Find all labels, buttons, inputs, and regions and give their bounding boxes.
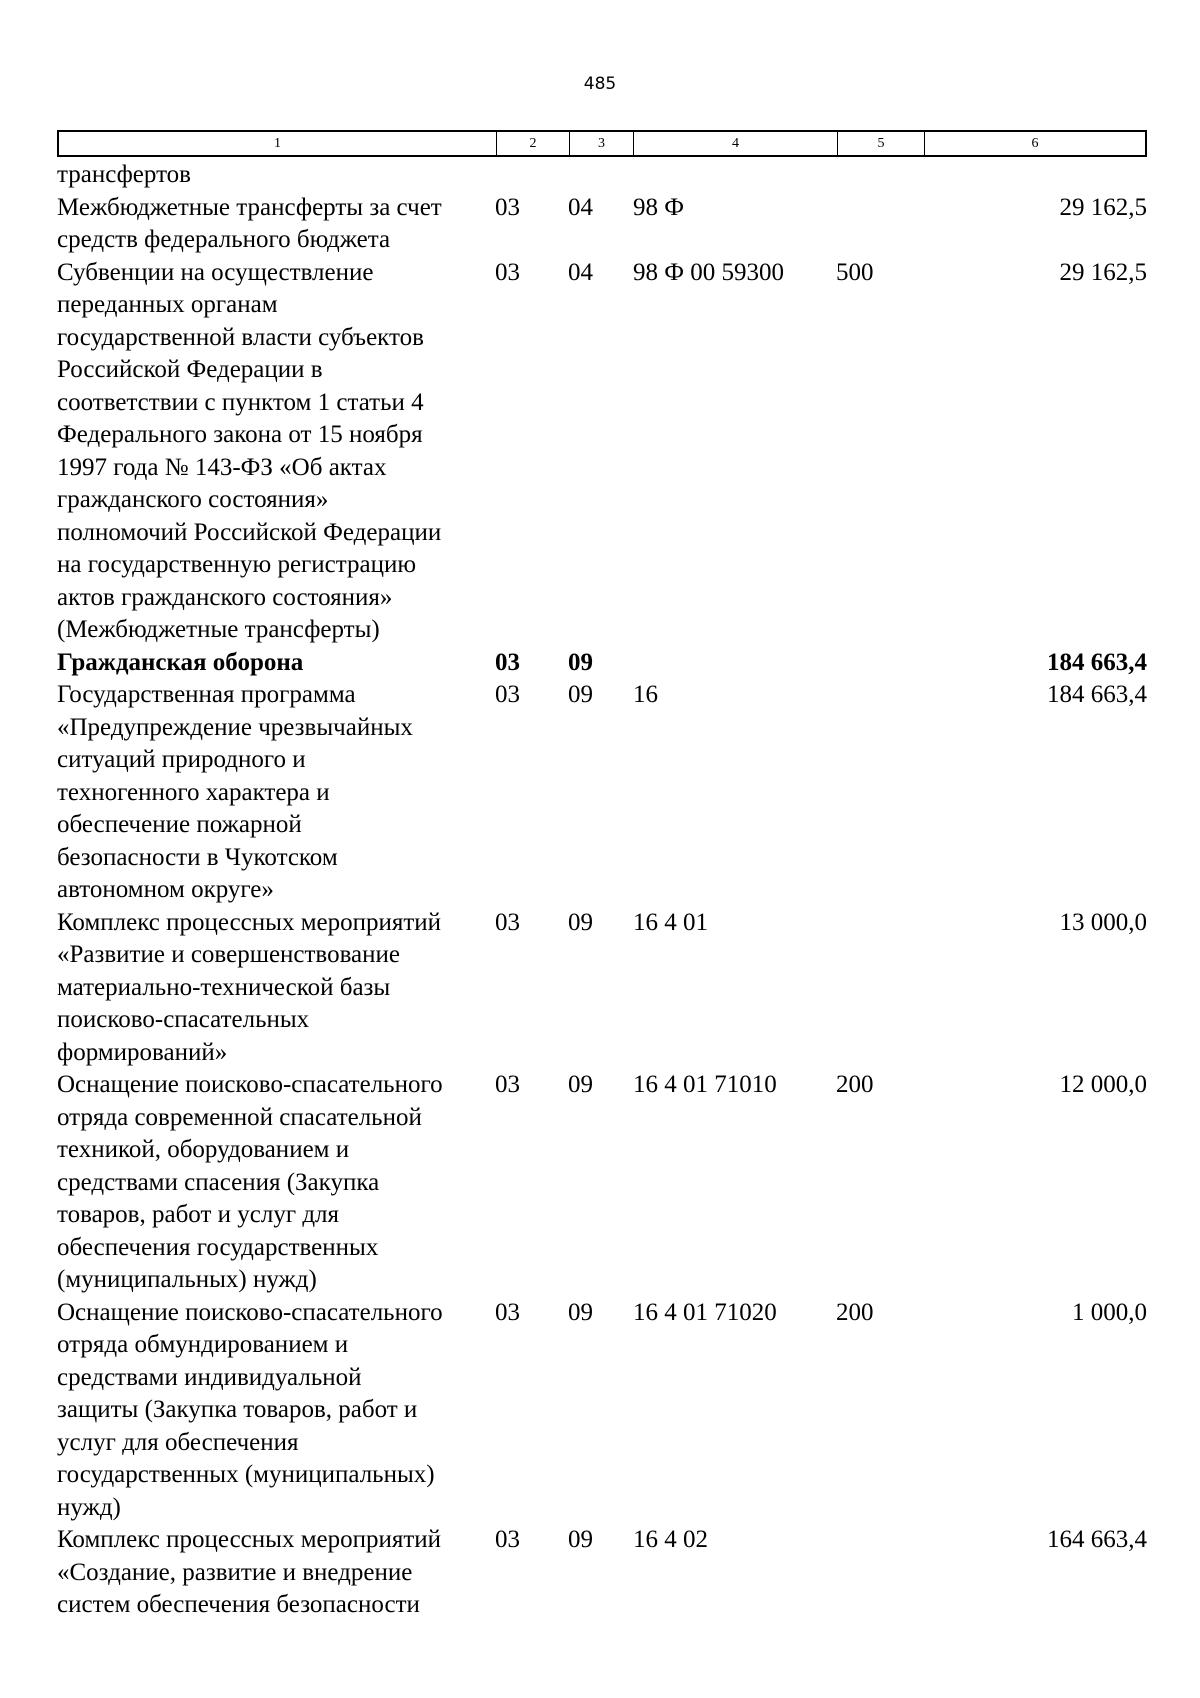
subsection-code: 09 <box>568 681 593 708</box>
target-article-code: 16 4 02 <box>633 1526 708 1553</box>
section-code: 03 <box>495 193 520 221</box>
amount: 29 162,5 <box>1059 258 1147 286</box>
amount: 1 000,0 <box>1072 1298 1147 1326</box>
column-header-5: 5 <box>838 132 925 155</box>
row-description <box>57 192 495 257</box>
row-description <box>57 1297 495 1525</box>
target-article-code: 16 4 01 71020 <box>633 1298 777 1326</box>
description-line: (муниципальных) нужд) <box>57 1266 317 1293</box>
description-line: безопасности в Чукотском <box>57 843 338 871</box>
description-line: Межбюджетные трансферты за счет <box>57 193 442 221</box>
description-line: государственной власти субъектов <box>57 323 424 351</box>
table-row <box>57 679 1147 907</box>
description-line: товаров, работ и услуг для <box>57 1201 340 1228</box>
description-line: защиты (Закупка товаров, работ и <box>57 1396 418 1423</box>
description-line: услуг для обеспечения <box>57 1428 299 1456</box>
column-header-2: 2 <box>497 132 570 155</box>
description-line: Гражданская оборона <box>57 648 304 676</box>
description-line: поисково-спасательных <box>57 1006 310 1033</box>
description-line: «Предупреждение чрезвычайных <box>57 713 413 741</box>
description-line: ситуаций природного и <box>57 746 306 773</box>
description-line: Комплекс процессных мероприятий <box>57 1526 442 1553</box>
description-line: соответствии с пунктом 1 статьи 4 <box>57 388 424 416</box>
expense-type-code: 500 <box>836 258 874 286</box>
description-line: Оснащение поисково-спасательного <box>57 1298 443 1326</box>
description-line: Комплекс процессных мероприятий <box>57 908 442 936</box>
description-line: Государственная программа <box>57 681 356 708</box>
row-description <box>57 1069 495 1297</box>
section-code: 03 <box>495 1526 520 1553</box>
description-line: формирований» <box>57 1038 228 1066</box>
description-line: актов гражданского состояния» <box>57 583 393 611</box>
expense-type-code: 200 <box>836 1071 874 1098</box>
subsection-code: 04 <box>568 193 593 221</box>
description-line: техногенного характера и <box>57 778 330 806</box>
amount: 12 000,0 <box>1059 1071 1147 1098</box>
budget-table-body <box>57 159 1147 1622</box>
description-line: обеспечения государственных <box>57 1233 379 1261</box>
expense-type-code: 200 <box>836 1298 874 1326</box>
row-description <box>57 1524 495 1622</box>
description-line: Российской Федерации в <box>57 356 323 383</box>
subsection-code: 04 <box>568 258 593 286</box>
description-line: нужд) <box>57 1493 121 1521</box>
description-line: «Развитие и совершенствование <box>57 941 400 968</box>
description-line: обеспечение пожарной <box>57 811 302 838</box>
section-code: 03 <box>495 258 520 286</box>
subsection-code: 09 <box>568 648 593 676</box>
column-header-3: 3 <box>570 132 634 155</box>
target-article-code: 16 4 01 <box>633 908 708 936</box>
table-row <box>57 647 1147 680</box>
subsection-code: 09 <box>568 1071 593 1098</box>
description-line: отряда современной спасательной <box>57 1103 422 1131</box>
description-line: «Создание, развитие и внедрение <box>57 1558 413 1586</box>
description-line: 1997 года № 143-ФЗ «Об актах <box>57 453 387 481</box>
table-row <box>57 257 1147 647</box>
target-article-code: 98 Ф 00 59300 <box>633 258 785 286</box>
section-code: 03 <box>495 1071 520 1098</box>
table-row <box>57 1297 1147 1525</box>
table-row <box>57 1069 1147 1297</box>
subsection-code: 09 <box>568 908 593 936</box>
table-row <box>57 159 1147 192</box>
subsection-code: 09 <box>568 1298 593 1326</box>
description-line: Субвенции на осуществление <box>57 258 374 286</box>
description-line: отряда обмундированием и <box>57 1331 349 1358</box>
description-line: государственных (муниципальных) <box>57 1461 435 1488</box>
row-description <box>57 679 495 907</box>
column-header-4: 4 <box>634 132 838 155</box>
amount: 184 663,4 <box>1047 681 1147 708</box>
description-line: средств федерального бюджета <box>57 226 391 253</box>
description-line: автономном округе» <box>57 876 274 903</box>
description-line: гражданского состояния» <box>57 486 329 513</box>
row-description <box>57 647 495 680</box>
description-line: систем обеспечения безопасности <box>57 1591 420 1618</box>
target-article-code: 98 Ф <box>633 193 685 221</box>
section-code: 03 <box>495 648 520 676</box>
description-line: техникой, оборудованием и <box>57 1136 350 1163</box>
amount: 29 162,5 <box>1059 193 1147 221</box>
description-line: средствами индивидуальной <box>57 1363 362 1391</box>
amount: 13 000,0 <box>1059 908 1147 936</box>
column-header-6: 6 <box>1031 136 1039 151</box>
description-line: на государственную регистрацию <box>57 551 417 578</box>
description-line: Федерального закона от 15 ноября <box>57 421 423 448</box>
section-code: 03 <box>495 908 520 936</box>
table-row <box>57 192 1147 257</box>
section-code: 03 <box>495 1298 520 1326</box>
table-row <box>57 1524 1147 1622</box>
row-description <box>57 257 495 647</box>
description-line: (Межбюджетные трансферты) <box>57 616 380 643</box>
target-article-code: 16 4 01 71010 <box>633 1071 777 1098</box>
description-line: средствами спасения (Закупка <box>57 1168 380 1196</box>
page-number: 485 <box>583 74 617 94</box>
column-header-1: 1 <box>59 132 497 155</box>
table-row <box>57 907 1147 1070</box>
description-line: полномочий Российской Федерации <box>57 518 442 546</box>
description-line: переданных органам <box>57 291 278 318</box>
amount: 184 663,4 <box>1047 648 1147 676</box>
row-description <box>57 907 495 1070</box>
row-description <box>57 159 495 192</box>
subsection-code: 09 <box>568 1526 593 1553</box>
description-line: трансфертов <box>57 161 191 188</box>
amount: 164 663,4 <box>1047 1526 1147 1553</box>
description-line: материально-технической базы <box>57 973 391 1001</box>
description-line: Оснащение поисково-спасательного <box>57 1071 443 1098</box>
section-code: 03 <box>495 681 520 708</box>
target-article-code: 16 <box>633 681 658 708</box>
column-header-row <box>57 130 1147 157</box>
